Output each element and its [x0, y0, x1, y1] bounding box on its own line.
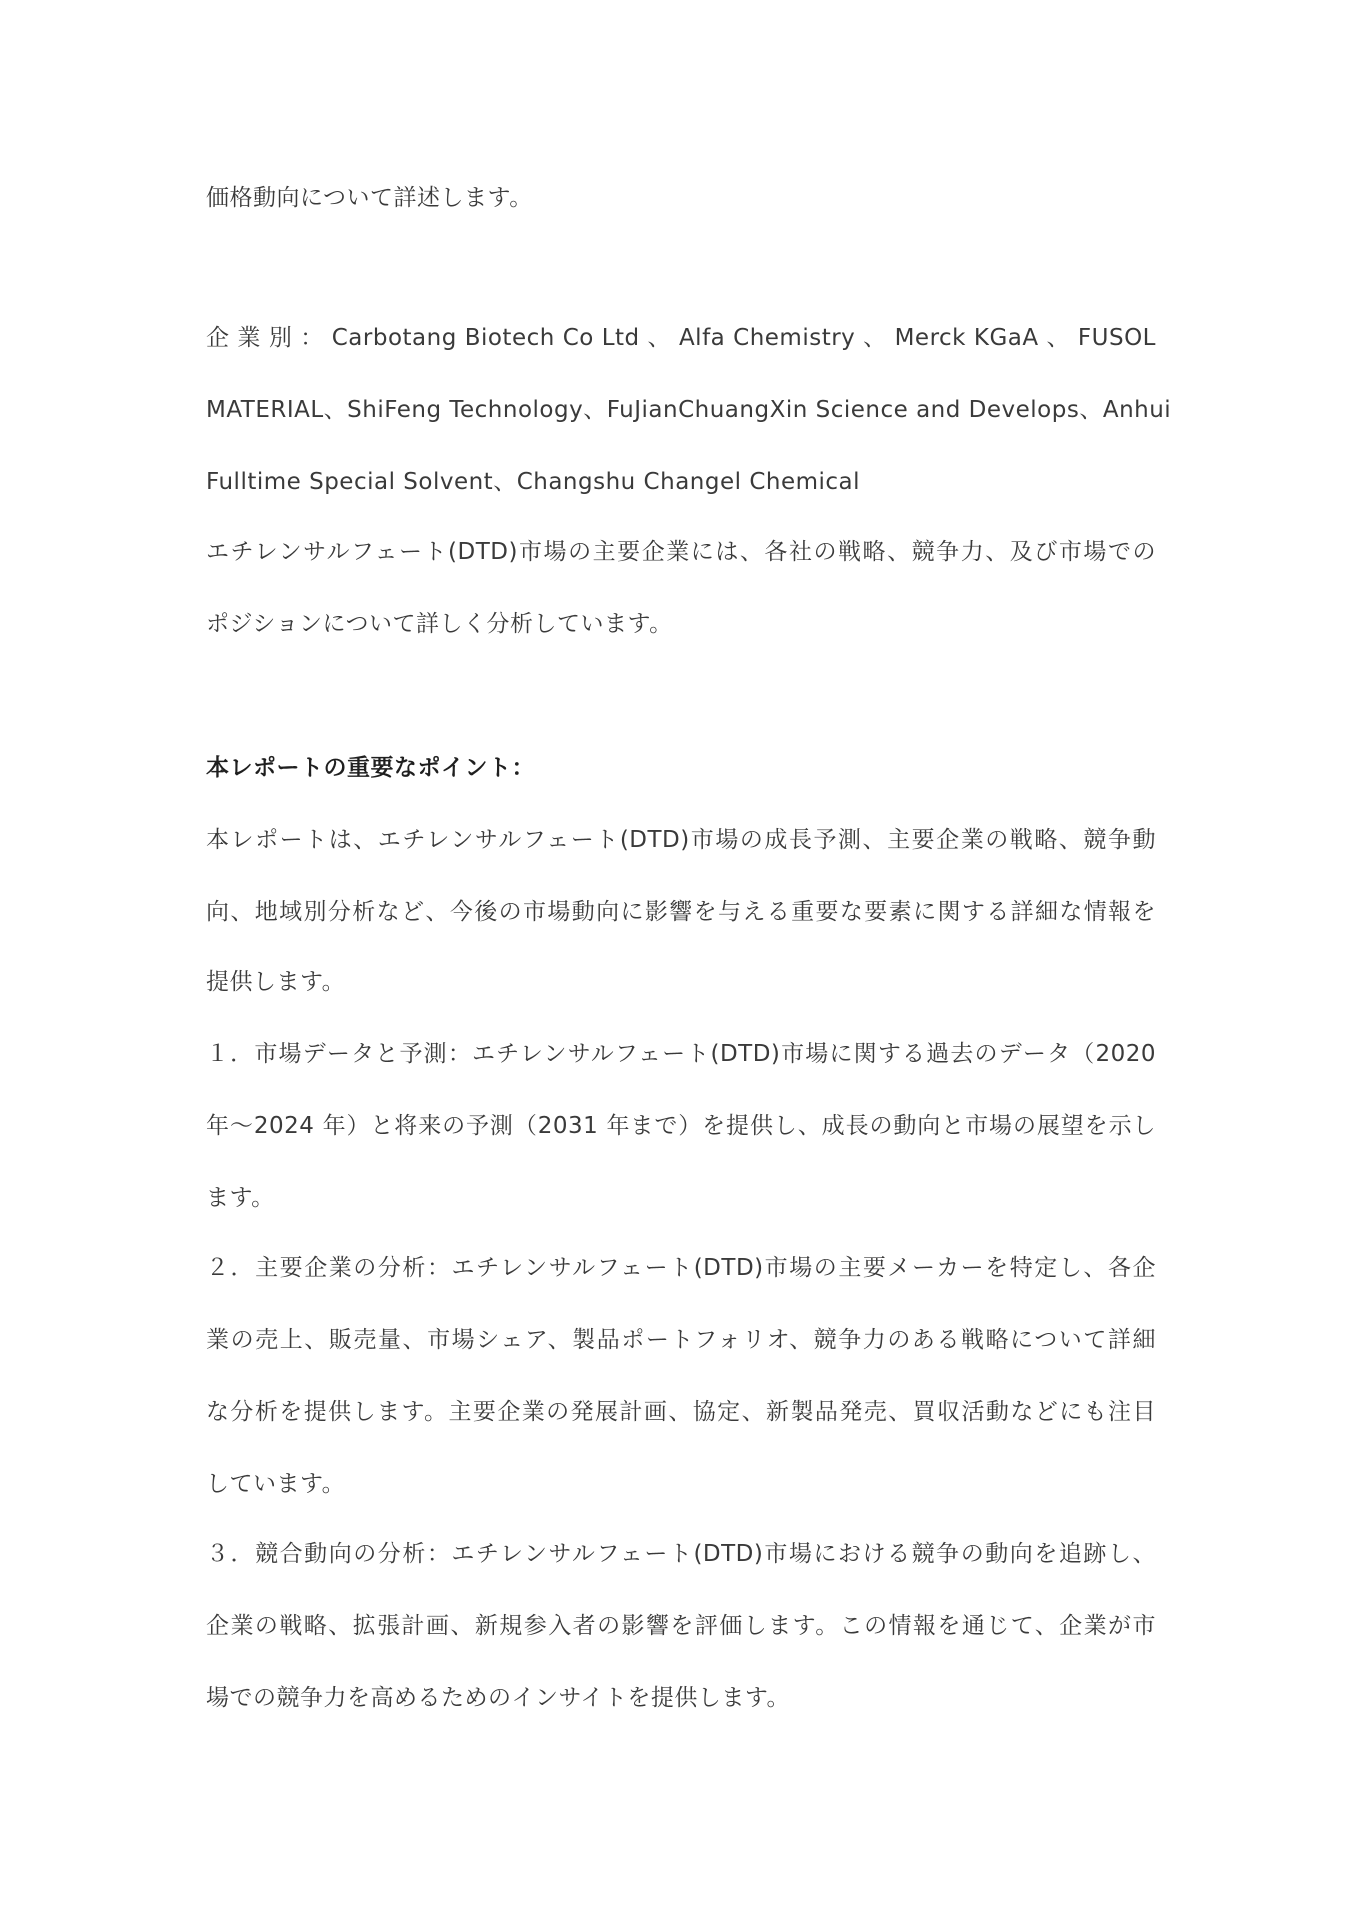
point-3-line-3: 場での競争力を高めるためのインサイトを提供します。	[206, 1685, 791, 1711]
point-3-line-1: ３．競合動向の分析：エチレンサルフェート(DTD)市場における競争の動向を追跡し、	[206, 1541, 1156, 1567]
point-2-line-1: ２．主要企業の分析：エチレンサルフェート(DTD)市場の主要メーカーを特定し、各企	[206, 1255, 1156, 1281]
companies-desc-line-2: ポジションについて詳しく分析しています。	[206, 611, 673, 637]
point-2-line-3: な分析を提供します。主要企業の発展計画、協定、新製品発売、買収活動などにも注目	[206, 1399, 1156, 1425]
companies-line-3: Fulltime Special Solvent、Changshu Changel Chemical	[206, 469, 861, 495]
companies-desc-line-1: エチレンサルフェート(DTD)市場の主要企業には、各社の戦略、競争力、及び市場での	[206, 539, 1156, 565]
point-2-line-2: 業の売上、販売量、市場シェア、製品ポートフォリオ、競争力のある戦略について詳細	[206, 1327, 1156, 1353]
key-points-intro-line-2: 向、地域別分析など、今後の市場動向に影響を与える重要な要素に関する詳細な情報を	[206, 899, 1157, 925]
point-2-line-4: しています。	[206, 1471, 346, 1497]
point-1-line-3: ます。	[206, 1185, 275, 1211]
point-1-line-1: １．市場データと予測：エチレンサルフェート(DTD)市場に関する過去のデータ（2020	[206, 1041, 1156, 1067]
key-points-intro-line-3: 提供します。	[206, 969, 346, 995]
key-points-intro-line-1: 本レポートは、エチレンサルフェート(DTD)市場の成長予測、主要企業の戦略、競争動	[206, 827, 1156, 853]
companies-line-2: MATERIAL、ShiFeng Technology、FuJianChuangXin Science and Develops、Anhui	[206, 397, 1172, 423]
point-1-line-2: 年～2024 年）と将来の予測（2031 年まで）を提供し、成長の動向と市場の展望を示し	[206, 1113, 1156, 1139]
point-3-line-2: 企業の戦略、拡張計画、新規参入者の影響を評価します。この情報を通じて、企業が市	[206, 1613, 1156, 1639]
key-points-heading: 本レポートの重要なポイント：	[206, 755, 535, 781]
companies-line-1: 企 業 別 ： Carbotang Biotech Co Ltd 、 Alfa Chemistry 、 Merck KGaA 、 FUSOL	[206, 325, 1156, 351]
paragraph-intro-tail: 価格動向について詳述します。	[206, 185, 533, 211]
